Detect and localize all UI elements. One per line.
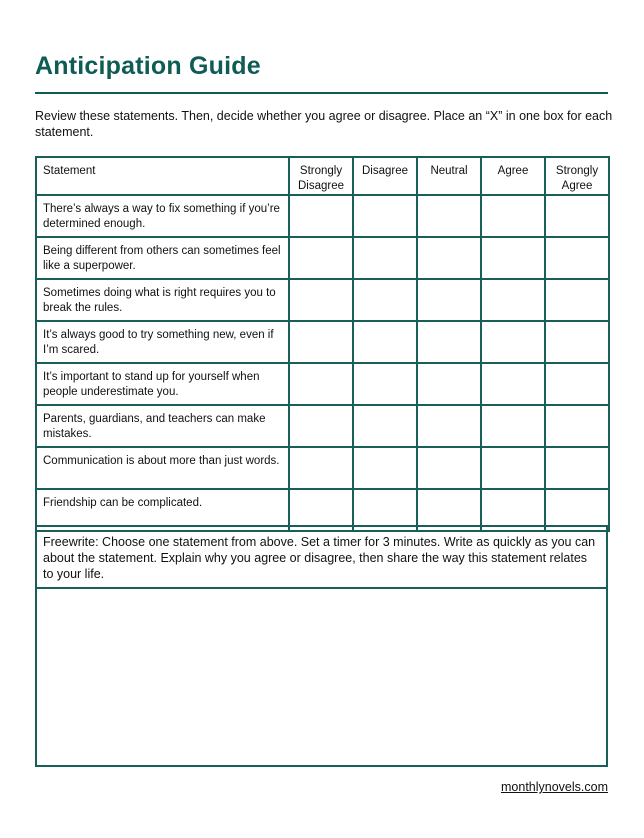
statement-cell: Parents, guardians, and teachers can make mistakes. — [36, 405, 289, 447]
answer-box-disagree[interactable] — [353, 447, 417, 489]
answer-box-strongly-disagree[interactable] — [289, 405, 353, 447]
answer-box-agree[interactable] — [481, 321, 545, 363]
answer-box-strongly-disagree[interactable] — [289, 321, 353, 363]
header-disagree: Disagree — [353, 157, 417, 195]
freewrite-prompt: Freewrite: Choose one statement from above. Set a timer for 3 minutes. Write as quickly as you can about the statement. Explain why you agree or disagree, then share the way this statement relates to your life. — [37, 527, 606, 589]
page-title: Anticipation Guide — [35, 52, 261, 80]
answer-box-disagree[interactable] — [353, 237, 417, 279]
table-row — [36, 405, 609, 447]
statement-cell: Communication is about more than just words. — [36, 447, 289, 489]
footer-link[interactable]: monthlynovels.com — [501, 780, 608, 794]
answer-box-neutral[interactable] — [417, 195, 481, 237]
table-row — [36, 195, 609, 237]
answer-box-strongly-agree[interactable] — [545, 405, 609, 447]
answer-box-neutral[interactable] — [417, 363, 481, 405]
header-agree: Agree — [481, 157, 545, 195]
answer-box-disagree[interactable] — [353, 195, 417, 237]
answer-box-strongly-disagree[interactable] — [289, 447, 353, 489]
anticipation-table — [35, 156, 610, 532]
answer-box-neutral[interactable] — [417, 321, 481, 363]
statement-cell: It’s important to stand up for yourself when people underestimate you. — [36, 363, 289, 405]
answer-box-agree[interactable] — [481, 405, 545, 447]
table-row — [36, 279, 609, 321]
answer-box-strongly-disagree[interactable] — [289, 195, 353, 237]
answer-box-disagree[interactable] — [353, 363, 417, 405]
table-row — [36, 237, 609, 279]
table-body — [36, 195, 609, 531]
header-strongly-disagree: Strongly Disagree — [289, 157, 353, 195]
answer-box-neutral[interactable] — [417, 279, 481, 321]
statement-cell: There’s always a way to fix something if you’re determined enough. — [36, 195, 289, 237]
statement-cell: Friendship can be complicated. — [36, 489, 289, 531]
answer-box-strongly-disagree[interactable] — [289, 279, 353, 321]
answer-box-agree[interactable] — [481, 237, 545, 279]
table-row — [36, 363, 609, 405]
statement-cell: Being different from others can sometimes feel like a superpower. — [36, 237, 289, 279]
title-divider — [35, 92, 608, 94]
answer-box-agree[interactable] — [481, 279, 545, 321]
answer-box-strongly-agree[interactable] — [545, 279, 609, 321]
answer-box-agree[interactable] — [481, 363, 545, 405]
answer-box-strongly-agree[interactable] — [545, 447, 609, 489]
statement-cell: Sometimes doing what is right requires you to break the rules. — [36, 279, 289, 321]
statement-cell: It’s always good to try something new, even if I’m scared. — [36, 321, 289, 363]
answer-box-neutral[interactable] — [417, 237, 481, 279]
freewrite-box — [35, 525, 608, 767]
answer-box-neutral[interactable] — [417, 447, 481, 489]
answer-box-neutral[interactable] — [417, 405, 481, 447]
header-strongly-agree: Strongly Agree — [545, 157, 609, 195]
answer-box-strongly-disagree[interactable] — [289, 363, 353, 405]
answer-box-disagree[interactable] — [353, 405, 417, 447]
answer-box-disagree[interactable] — [353, 279, 417, 321]
instructions: Review these statements. Then, decide whether you agree or disagree. Place an “X” in one box for each statement. — [35, 109, 613, 139]
table-row — [36, 447, 609, 489]
answer-box-disagree[interactable] — [353, 321, 417, 363]
answer-box-strongly-disagree[interactable] — [289, 237, 353, 279]
answer-box-strongly-agree[interactable] — [545, 363, 609, 405]
answer-box-strongly-agree[interactable] — [545, 321, 609, 363]
answer-box-strongly-agree[interactable] — [545, 195, 609, 237]
table-row — [36, 321, 609, 363]
table-header-row — [36, 157, 609, 195]
header-statement: Statement — [36, 157, 289, 195]
answer-box-agree[interactable] — [481, 447, 545, 489]
answer-box-agree[interactable] — [481, 195, 545, 237]
header-neutral: Neutral — [417, 157, 481, 195]
answer-box-strongly-agree[interactable] — [545, 237, 609, 279]
